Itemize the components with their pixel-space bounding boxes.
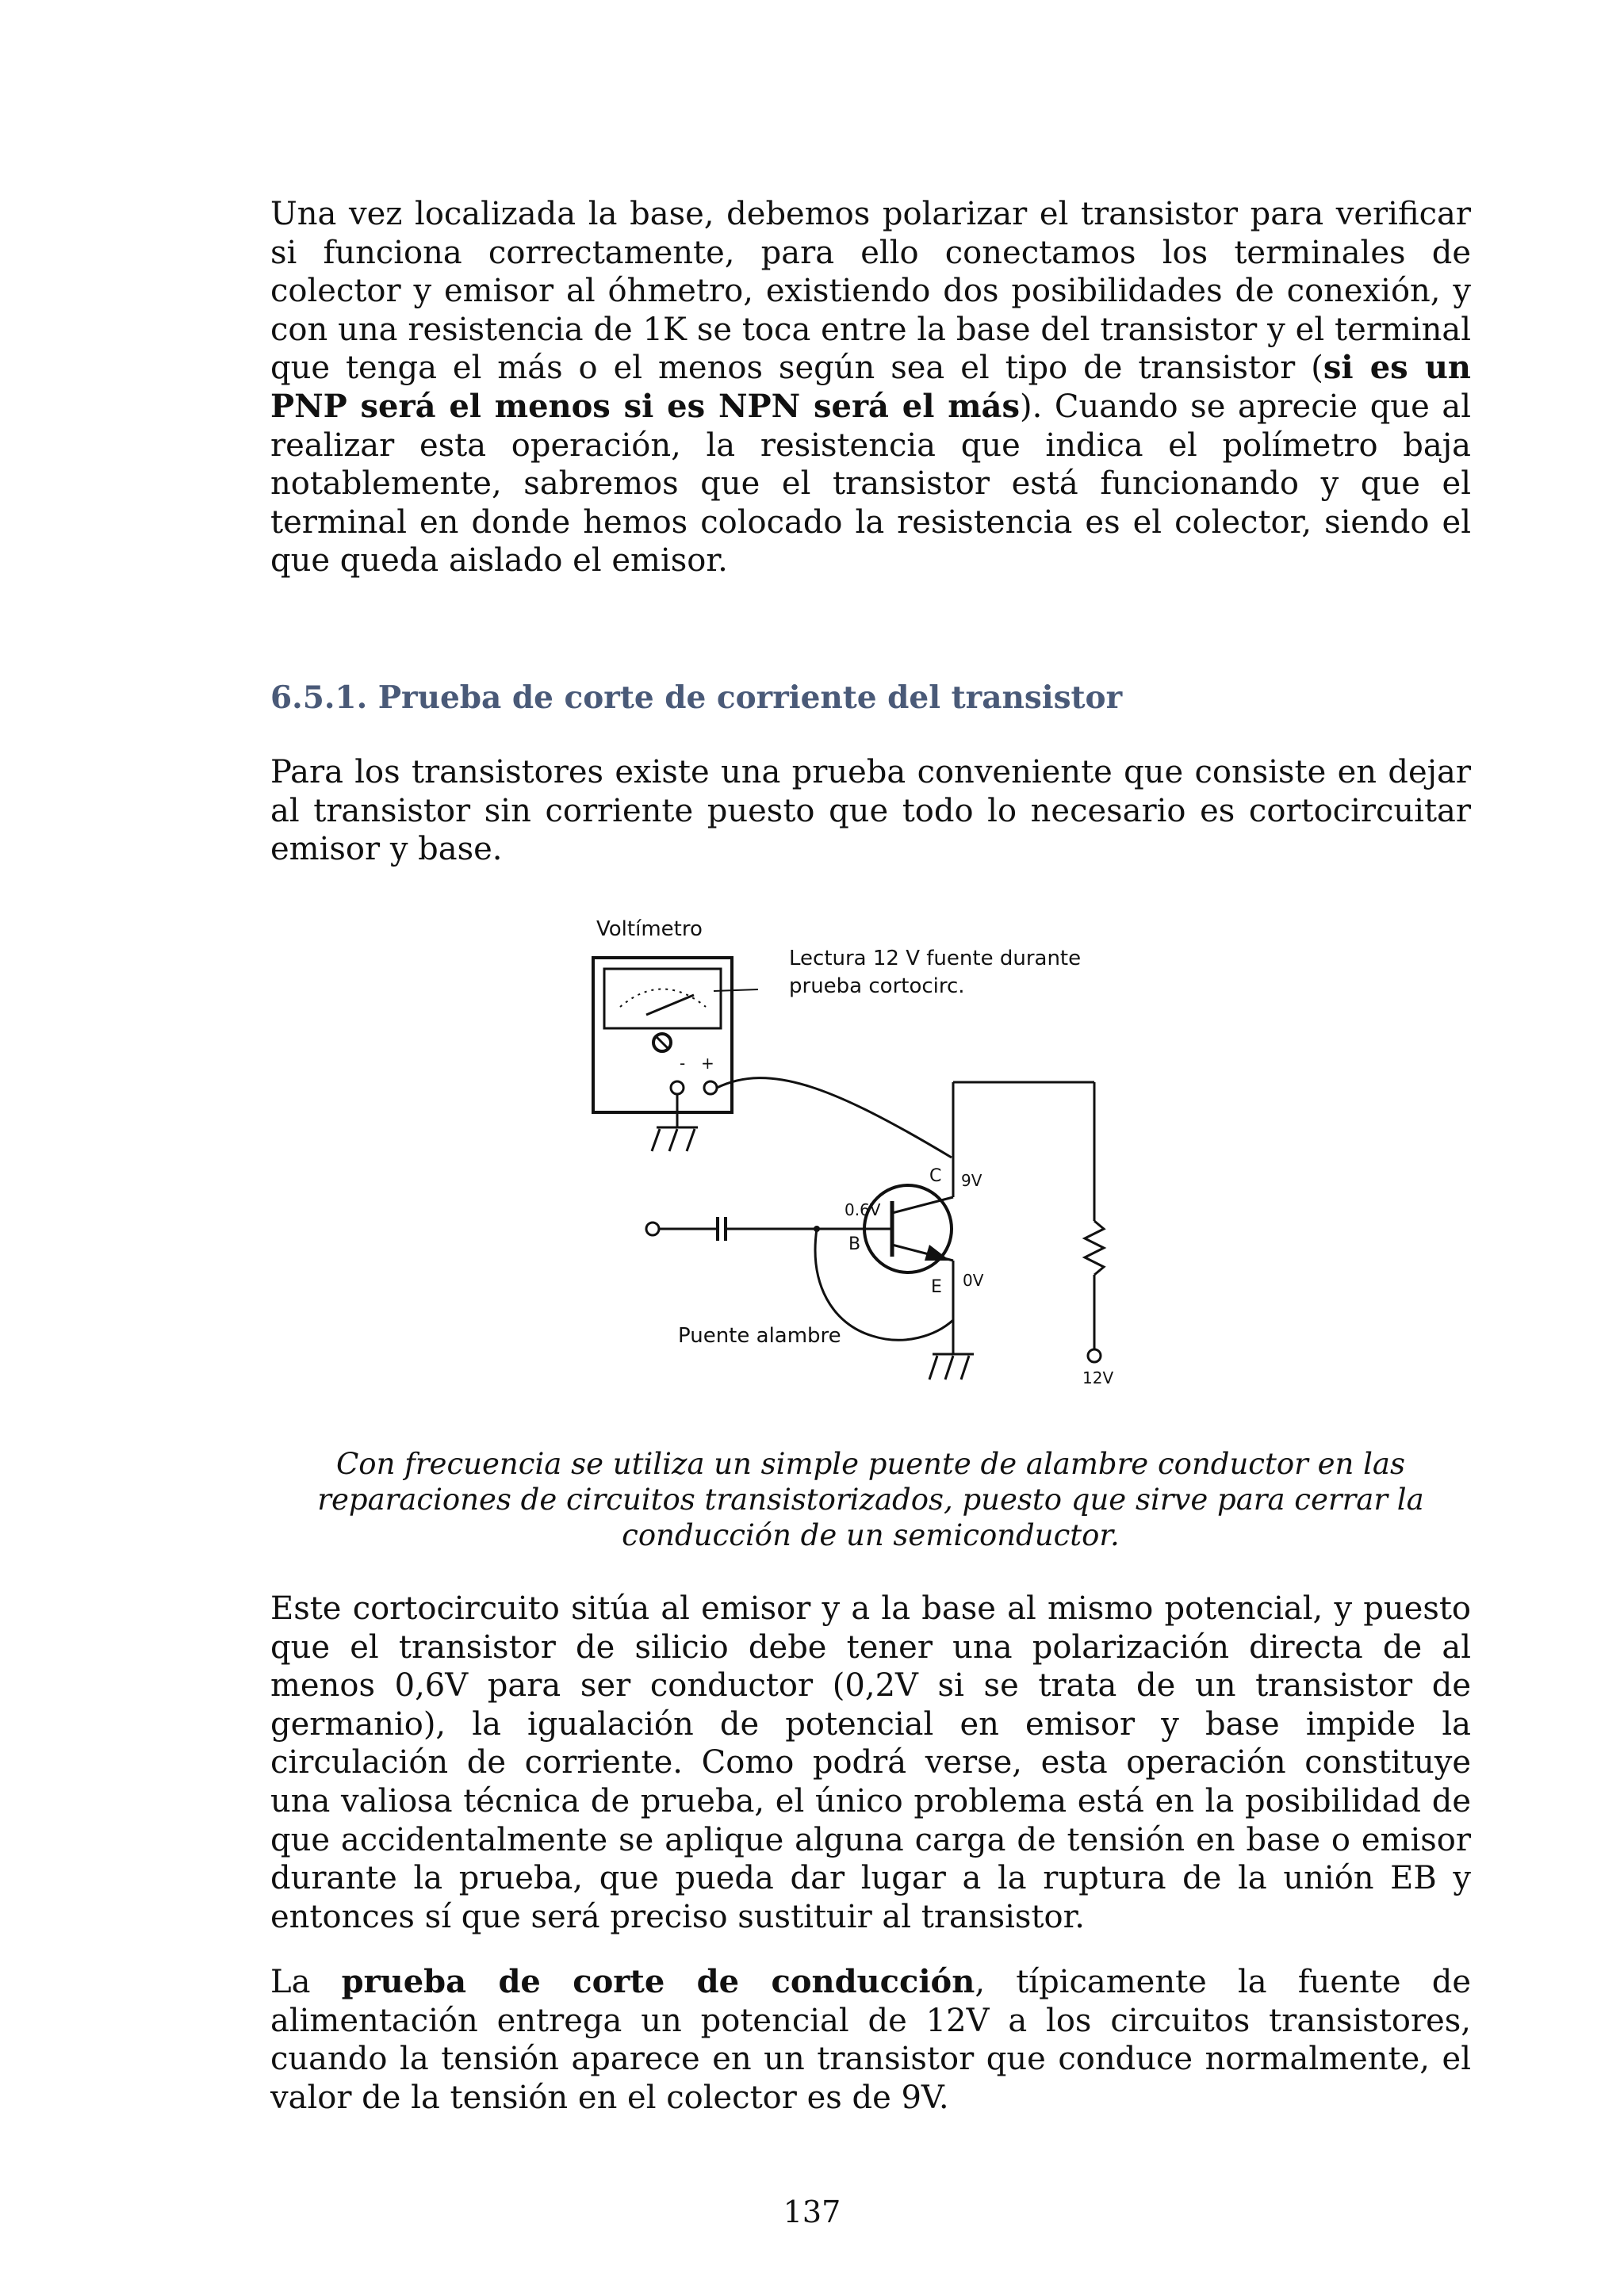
base-label: B (848, 1234, 861, 1254)
probe-wire (717, 1078, 952, 1158)
voltmeter-dial (604, 969, 721, 1028)
page-number: 137 (783, 2195, 841, 2229)
emitter-label: E (931, 1277, 942, 1297)
paragraph-bold-text: prueba de corte de conducción (341, 1963, 975, 2000)
meter-plus-label: + (701, 1054, 714, 1073)
input-terminal (646, 1223, 659, 1235)
voltmeter-scale (620, 989, 706, 1008)
paragraph-text: La (270, 1964, 342, 2000)
meter-minus-terminal (671, 1081, 684, 1094)
reading-label-line1: Lectura 12 V fuente durante (789, 947, 1082, 970)
jumper-label: Puente alambre (678, 1324, 841, 1348)
base-voltage-label: 0.6V (845, 1200, 881, 1219)
collector-label: C (929, 1166, 942, 1186)
voltmeter-needle (646, 995, 694, 1015)
supply-voltage-label: 12V (1082, 1368, 1114, 1387)
paragraph-bold-text: si es un PNP será el menos si es NPN será el más (270, 349, 1471, 425)
paragraph-text: , típicamente la fuente de alimentación entrega un potencial de 12V a los circuitos transistores, cuando la tensión aparece en un transistor que conduce normalmente, el valor de la tensión en el colector es de 9V. (270, 1964, 1472, 2116)
figure-caption: Con frecuencia se utiliza un simple puente de alambre conductor en las reparaciones de circuitos transistorizados, puesto que sirve para cerrar la conducción de un semiconductor. (317, 1447, 1424, 1552)
emitter-voltage-label: 0V (963, 1271, 984, 1290)
meter-minus-label: - (680, 1054, 686, 1073)
paragraph-cut-test-intro: Para los transistores existe una prueba conveniente que consiste en dejar al transistor sin corriente puesto que todo lo necesario es cortocircuitar emisor y base. (270, 754, 1471, 868)
paragraph-text: ). Cuando se aprecie que al realizar esta operación, la resistencia que indica el polímetro baja notablemente, sabremos que el transistor está funcionando y que el terminal en donde hemos colocado la resistencia es el colector, siendo el que queda aislado el emisor. (270, 388, 1471, 580)
supply-terminal (1088, 1349, 1101, 1362)
circuit-diagram (571, 912, 1142, 1403)
meter-plus-terminal (704, 1081, 717, 1094)
paragraph-conduction-cut (270, 1963, 1471, 2117)
collector-voltage-label: 9V (961, 1171, 982, 1190)
section-heading: 6.5.1. Prueba de corte de corriente del transistor (270, 679, 1123, 716)
voltmeter-label: Voltímetro (596, 917, 703, 941)
paragraph-text: Una vez localizada la base, debemos polarizar el transistor para verificar si funciona correctamente, para ello conectamos los terminales de colector y emisor al óhmetro, existiendo dos posibilidades de conexión, y con una resistencia de 1K se toca entre la base del transistor y el terminal que tenga el más o el menos según sea el tipo de transistor ( (270, 196, 1471, 387)
paragraph-short-circuit: Este cortocircuito sitúa al emisor y a la base al mismo potencial, y puesto que el transistor de silicio debe tener una polarización directa de al menos 0,6V para ser conductor (0,2V si se trata de un transistor de germanio), la igualación de potencial en emisor y base impide la circulación de corriente. Como podrá verse, esta operación constituye una valiosa técnica de prueba, el único problema está en la posibilidad de que accidentalmente se aplique alguna carga de tensión en base o emisor durante la prueba, que pueda dar lugar a la ruptura de la unión EB y entonces sí que será preciso sustituir al transistor. (270, 1590, 1471, 1935)
paragraph-base-polarization (270, 195, 1471, 580)
reading-label-line2: prueba cortocirc. (789, 974, 965, 998)
collector-resistor (1085, 1221, 1104, 1275)
